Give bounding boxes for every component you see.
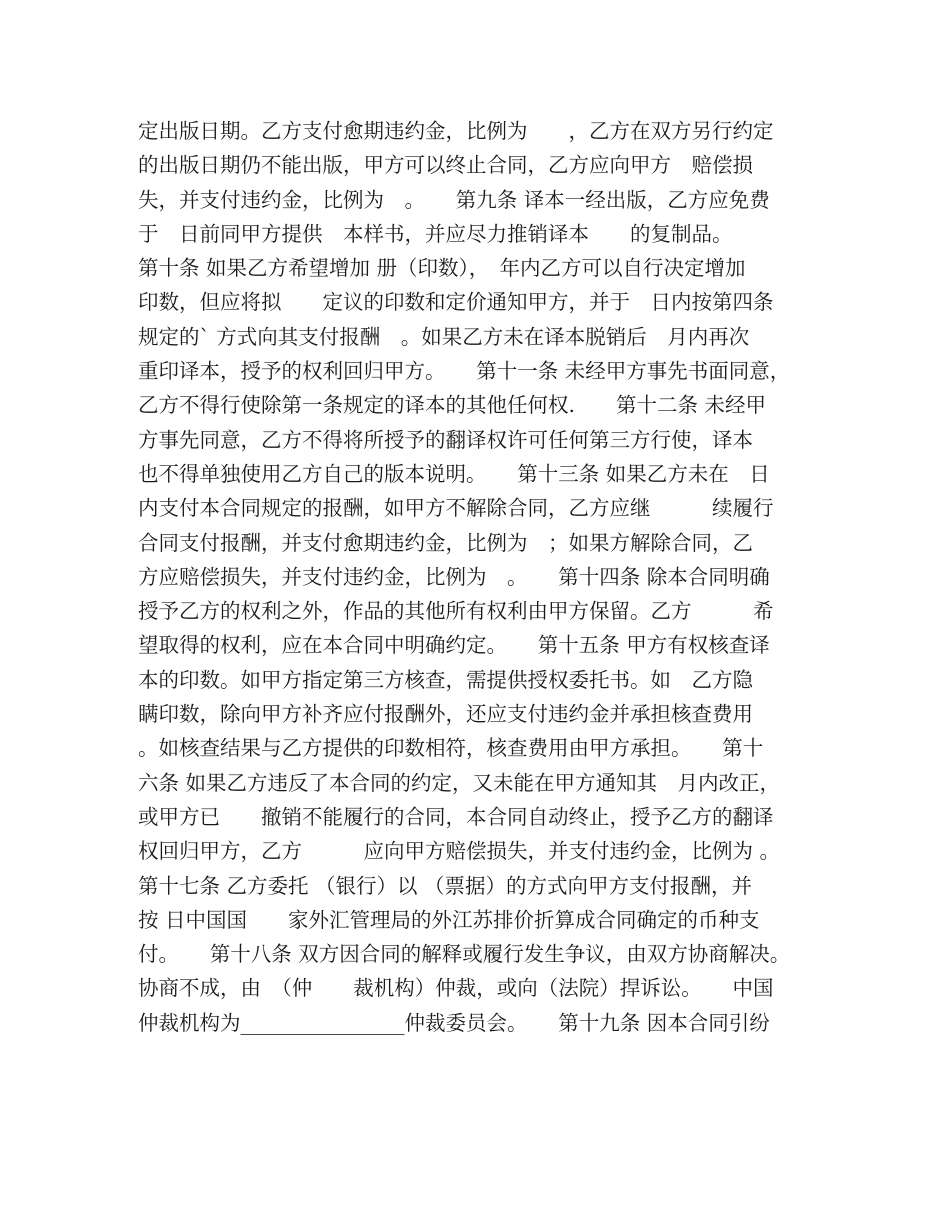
text-line: 第十条 如果乙方希望增加 册（印数）， 年内乙方可以自行决定增加 xyxy=(138,256,746,281)
text-line: 定出版日期。乙方支付愈期违约金，比例为 ，乙方在双方另行约定 xyxy=(138,119,774,143)
text-line: 方应赔偿损失，并支付违约金，比例为 。 第十四条 除本合同明确 xyxy=(138,564,770,589)
text-line: 。如核查结果与乙方提供的印数相符，核查费用由甲方承担。 第十 xyxy=(138,736,764,761)
text-line: 协商不成，由 （仲 裁机构）仲裁，或向（法院）捍诉讼。 中国 xyxy=(138,976,774,1001)
text-line: 印数，但应将拟 定议的印数和定价通知甲方，并于 日内按第四条 xyxy=(138,290,774,315)
contract-body-text xyxy=(138,114,818,1040)
text-line: 乙方不得行使除第一条规定的译本的其他任何权. 第十二条 未经甲 xyxy=(138,393,767,418)
text-line: 六条 如果乙方违反了本合同的约定，又未能在甲方通知其 月内改正， xyxy=(138,770,781,795)
text-line: 付。 第十八条 双方因合同的解释或履行发生争议，由双方协商解决。 xyxy=(138,942,791,967)
text-line: 的出版日期仍不能出版，甲方可以终止合同，乙方应向甲方 赔偿损 xyxy=(138,153,753,178)
text-line: 重印译本，授予的权利回归甲方。 第十一条 未经甲方事先书面同意， xyxy=(138,359,791,384)
text-line: 失，并支付违约金，比例为 。 第九条 译本一经出版，乙方应免费 xyxy=(138,187,770,212)
text-line: 方事先同意，乙方不得将所授予的翻译权许可任何第三方行使，译本 xyxy=(138,427,753,452)
text-line: 本的印数。如甲方指定第三方核查，需提供授权委托书。如 乙方隐 xyxy=(138,667,753,692)
text-line: 第十七条 乙方委托 （银行）以 （票据）的方式向甲方支付报酬，并 xyxy=(138,873,753,898)
text-line: 望取得的权利，应在本合同中明确约定。 第十五条 甲方有权核查译 xyxy=(138,633,770,658)
text-line: 仲裁机构为________________仲裁委员会。 第十九条 因本合同引纷 xyxy=(138,1010,770,1035)
text-line: 合同支付报酬，并支付愈期违约金，比例为 ；如果方解除合同，乙 xyxy=(138,530,753,555)
text-line: 授予乙方的权利之外，作品的其他所有权利由甲方保留。乙方 希 xyxy=(138,599,774,624)
text-line: 内支付本合同规定的报酬，如甲方不解除合同，乙方应继 续履行 xyxy=(138,496,774,521)
text-line: 于 日前同甲方提供 本样书，并应尽力推销译本 的复制品。 xyxy=(138,221,733,246)
text-line: 权回归甲方，乙方 应向甲方赔偿损失，并支付违约金，比例为 。 xyxy=(138,839,781,864)
text-line: 规定的` 方式向其支付报酬 。如果乙方未在译本脱销后 月内再次 xyxy=(138,324,750,349)
text-line: 或甲方已 撤销不能履行的合同，本合同自动终止，授予乙方的翻译 xyxy=(138,804,774,829)
text-line: 瞒印数，除向甲方补齐应付报酬外，还应支付违约金并承担核查费用 xyxy=(138,702,753,727)
text-line: 也不得单独使用乙方自己的版本说明。 第十三条 如果乙方未在 日 xyxy=(138,461,770,486)
text-line: 按 日中国国 家外汇管理局的外江苏排价折算成合同确定的币种支 xyxy=(138,907,760,932)
